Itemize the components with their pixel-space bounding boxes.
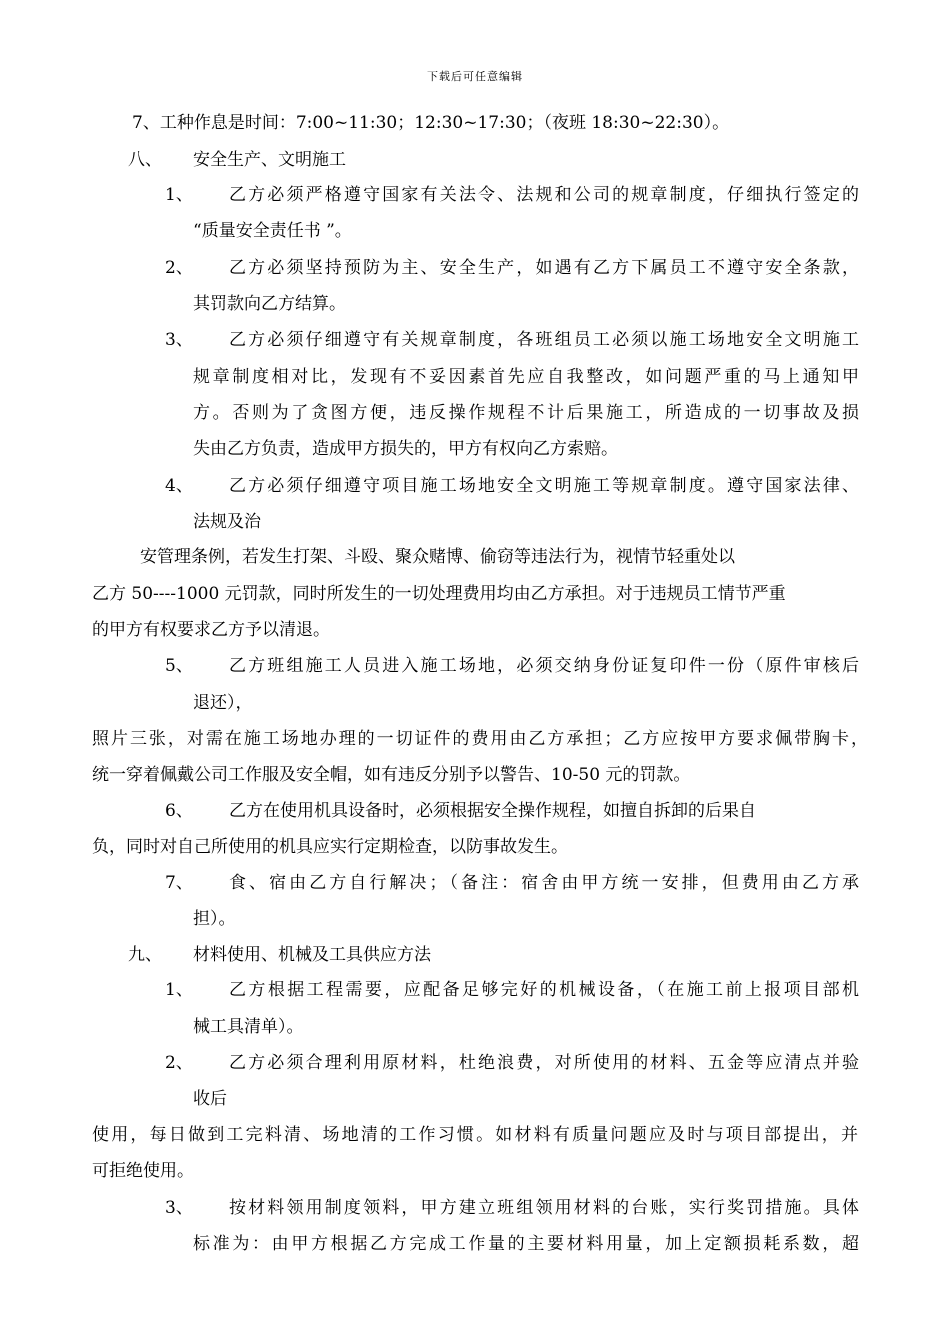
s8-item6-line1: 乙方在使用机具设备时，必须根据安全操作规程，如擅自拆卸的后果自 bbox=[229, 801, 756, 821]
page-header: 下载后可任意编辑 bbox=[427, 70, 523, 83]
s9-item2-cont1: 使用，每日做到工完料清、场地清的工作习惯。如材料有质量问题应及时与项目部提出，并 bbox=[92, 1125, 858, 1145]
s8-item6-number: 6、 bbox=[165, 801, 193, 821]
s8-item1-number: 1、 bbox=[165, 185, 193, 205]
s8-item5-number: 5、 bbox=[165, 656, 193, 676]
section8-title: 安全生产、文明施工 bbox=[193, 150, 346, 170]
s8-item4-cont2: 乙方 50----1000 元罚款，同时所发生的一切处理费用均由乙方承担。对于违规员工情节严重 bbox=[92, 584, 786, 604]
s9-item1-line2: 械工具清单）。 bbox=[193, 1017, 304, 1037]
section9-title: 材料使用、机械及工具供应方法 bbox=[193, 945, 431, 965]
s8-item7-line1: 食、宿由乙方自行解决；（备注：宿舍由甲方统一安排，但费用由乙方承 bbox=[229, 873, 859, 893]
s8-item3-line2: 规章制度相对比，发现有不妥因素首先应自我整改，如问题严重的马上通知甲 bbox=[193, 367, 859, 387]
s8-item4-line1: 乙方必须仔细遵守项目施工场地安全文明施工等规章制度。遵守国家法律、 bbox=[229, 476, 859, 496]
worktime-line: 7、工种作息是时间：7:00~11:30；12:30~17:30；（夜班 18:30~22:30）。 bbox=[132, 113, 730, 133]
s8-item4-number: 4、 bbox=[165, 476, 193, 496]
s8-item3-line4: 失由乙方负责，造成甲方损失的，甲方有权向乙方索赔。 bbox=[193, 439, 618, 459]
s8-item5-cont1: 照片三张，对需在施工场地办理的一切证件的费用由乙方承担；乙方应按甲方要求佩带胸卡， bbox=[92, 729, 868, 749]
s9-item1-line1: 乙方根据工程需要，应配备足够完好的机械设备，（在施工前上报项目部机 bbox=[229, 980, 859, 1000]
s9-item2-line2: 收后 bbox=[193, 1089, 227, 1109]
s8-item1-line2: “质量安全责任书 ”。 bbox=[193, 221, 352, 241]
s9-item1-number: 1、 bbox=[165, 980, 193, 1000]
s8-item4-cont3: 的甲方有权要求乙方予以清退。 bbox=[92, 620, 330, 640]
s8-item4-line2: 法规及治 bbox=[193, 512, 261, 532]
s9-item3-number: 3、 bbox=[165, 1198, 193, 1218]
s8-item3-line1: 乙方必须仔细遵守有关规章制度，各班组员工必须以施工场地安全文明施工 bbox=[229, 330, 859, 350]
s8-item3-line3: 方。否则为了贪图方便，违反操作规程不计后果施工，所造成的一切事故及损 bbox=[193, 403, 859, 423]
s8-item5-cont2: 统一穿着佩戴公司工作服及安全帽，如有违反分别予以警告、10-50 元的罚款。 bbox=[92, 765, 691, 785]
s8-item5-line1: 乙方班组施工人员进入施工场地，必须交纳身份证复印件一份（原件审核后 bbox=[229, 656, 859, 676]
s8-item2-line2: 其罚款向乙方结算。 bbox=[193, 294, 346, 314]
s9-item3-line1: 按材料领用制度领料，甲方建立班组领用材料的台账，实行奖罚措施。具体 bbox=[229, 1198, 859, 1218]
s8-item1-line1: 乙方必须严格遵守国家有关法令、法规和公司的规章制度，仔细执行签定的 bbox=[229, 185, 859, 205]
s9-item2-cont2: 可拒绝使用。 bbox=[92, 1161, 194, 1181]
s8-item3-number: 3、 bbox=[165, 330, 193, 350]
s8-item4-cont1: 安管理条例，若发生打架、斗殴、聚众赌博、偷窃等违法行为，视情节轻重处以 bbox=[140, 547, 735, 567]
section8-number: 八、 bbox=[128, 150, 162, 170]
s9-item3-line2: 标准为：由甲方根据乙方完成工作量的主要材料用量，加上定额损耗系数，超 bbox=[193, 1234, 859, 1254]
s8-item5-line2: 退还）， bbox=[193, 693, 253, 713]
section9-number: 九、 bbox=[128, 945, 162, 965]
s8-item2-line1: 乙方必须坚持预防为主、安全生产，如遇有乙方下属员工不遵守安全条款， bbox=[229, 258, 859, 278]
s9-item2-number: 2、 bbox=[165, 1053, 193, 1073]
s8-item7-number: 7、 bbox=[165, 873, 193, 893]
s8-item7-line2: 担）。 bbox=[193, 909, 236, 929]
s9-item2-line1: 乙方必须合理利用原材料，杜绝浪费，对所使用的材料、五金等应清点并验 bbox=[229, 1053, 859, 1073]
s8-item6-cont1: 负，同时对自己所使用的机具应实行定期检查，以防事故发生。 bbox=[92, 837, 568, 857]
s8-item2-number: 2、 bbox=[165, 258, 193, 278]
